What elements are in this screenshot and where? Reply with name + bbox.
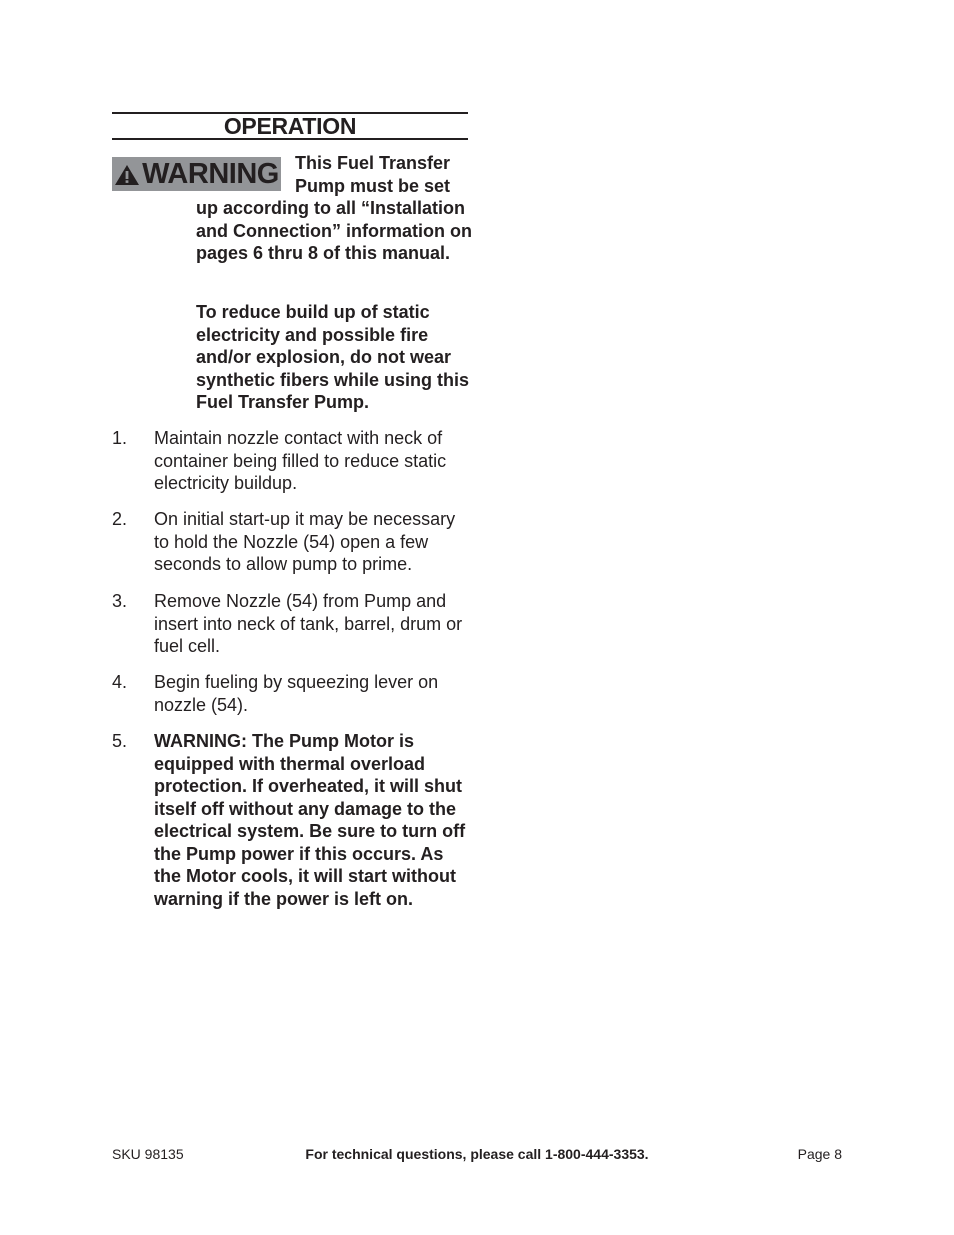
step-text: On initial start-up it may be necessary to hold the Nozzle (54) open a few seconds to allow pump to prime.: [154, 509, 456, 574]
step-text: Maintain nozzle contact with neck of container being filled to reduce static electricity buildup.: [154, 428, 447, 493]
step-text: Begin fueling by squeezing lever on nozzle (54).: [154, 672, 439, 715]
warning-triangle-icon: [114, 164, 140, 186]
section-header: [112, 112, 468, 140]
step-number: 4.: [112, 672, 128, 692]
warning-text-part1: This Fuel Transfer Pump must be set: [295, 153, 451, 196]
footer-sku: SKU 98135: [112, 1146, 184, 1162]
step-number: 2.: [112, 509, 128, 529]
warning-label: WARNING: [142, 158, 279, 190]
step-number: 5.: [112, 731, 128, 751]
footer-page-number: Page 8: [797, 1146, 842, 1162]
step-number: 1.: [112, 428, 128, 448]
step-number: 3.: [112, 591, 128, 611]
warning-text-static: To reduce build up of static electricity and possible fire and/or explosion, do not wear synthetic fibers while using this Fuel Transfer Pump.: [196, 302, 470, 412]
section-title: OPERATION: [223, 113, 357, 139]
step-text: Remove Nozzle (54) from Pump and insert into neck of tank, barrel, drum or fuel cell.: [154, 591, 463, 656]
warning-text-part2: up according to all “Installation and Connection” information on pages 6 thru 8 of this manual.: [196, 198, 472, 263]
warning-badge: [112, 157, 281, 191]
step-text: WARNING: The Pump Motor is equipped with thermal overload protection. If overheated, it will shut itself off without any damage to the electrical system. Be sure to turn off the Pump power if this occurs. As the Motor cools, it will start without warning if the power is left on.: [154, 731, 466, 909]
footer-help-line: For technical questions, please call 1-800-444-3353.: [305, 1146, 649, 1162]
